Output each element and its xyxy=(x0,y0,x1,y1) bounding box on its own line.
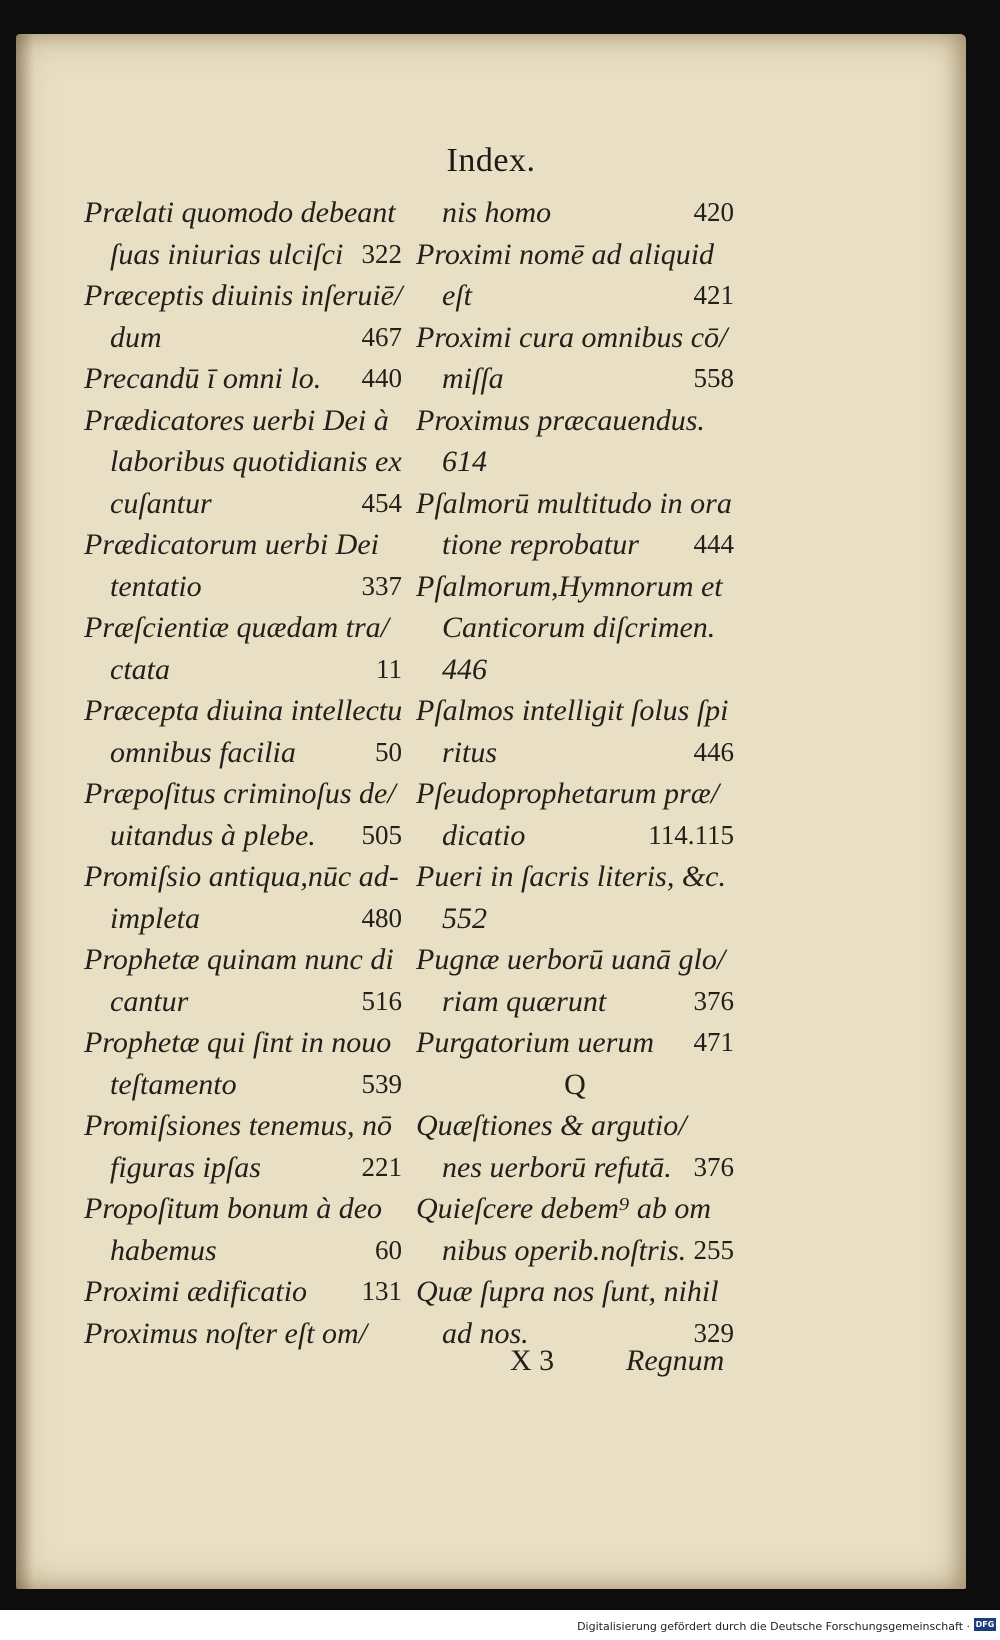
entry-text: Præceptis diuinis inſeruiē/ xyxy=(84,279,403,312)
index-entry-line xyxy=(416,939,734,981)
entry-text: Q xyxy=(564,1067,586,1101)
page-number: 376 xyxy=(693,1151,734,1182)
book-page xyxy=(16,34,966,1589)
index-entry-line xyxy=(416,607,734,649)
entry-text: 614 xyxy=(442,445,487,478)
page-number: 376 xyxy=(693,985,734,1016)
entry-text: Purgatorium uerum xyxy=(416,1026,655,1059)
index-entry-line xyxy=(84,1188,402,1230)
index-entry-line xyxy=(84,1105,402,1147)
index-entry-line xyxy=(84,607,402,649)
page-number: 221 xyxy=(361,1151,402,1182)
attribution-text: Digitalisierung gefördert durch die Deutsche Forschungsgemeinschaft · xyxy=(577,1620,970,1633)
page-number: 480 xyxy=(361,902,402,933)
entry-text: miſſa xyxy=(442,362,504,395)
index-entry-line xyxy=(416,732,734,774)
entry-text: Canticorum diſcrimen. xyxy=(442,611,716,644)
page-number: 255 xyxy=(693,1234,734,1265)
page-number: 446 xyxy=(693,736,734,767)
entry-text: Pſalmorū multitudo in ora xyxy=(416,486,732,520)
index-entry-line xyxy=(416,1147,734,1189)
index-entry-line xyxy=(84,898,402,940)
page-number: 421 xyxy=(693,280,734,310)
page-number: 471 xyxy=(693,1027,734,1057)
page-number: 467 xyxy=(361,321,402,352)
entry-text: 446 xyxy=(442,652,487,686)
entry-text: riam quærunt xyxy=(442,984,607,1018)
index-entry-line xyxy=(84,441,402,483)
index-entry-line xyxy=(416,1188,734,1230)
page-number: 11 xyxy=(376,653,402,684)
entry-text: Quæſtiones & argutio/ xyxy=(416,1109,687,1142)
page-number: 114.115 xyxy=(648,819,734,850)
index-entry-line xyxy=(84,939,402,981)
page-number: 516 xyxy=(361,985,402,1016)
entry-text: omnibus facilia xyxy=(110,735,296,769)
entry-text: Pueri in ſacris literis, &c. xyxy=(416,860,726,893)
entry-text: tentatio xyxy=(110,569,202,603)
index-entry-line xyxy=(84,732,402,774)
page-number: 558 xyxy=(693,363,734,393)
entry-text: Promiſsiones tenemus, nō xyxy=(84,1109,393,1142)
index-entry-line xyxy=(84,483,402,525)
index-entry-line xyxy=(84,856,402,898)
entry-text: nes uerborū refutā. xyxy=(442,1150,672,1184)
index-entry-line xyxy=(416,234,734,276)
entry-text: ſuas iniurias ulciſci xyxy=(110,237,344,271)
index-entry-line xyxy=(84,358,402,400)
entry-text: teſtamento xyxy=(110,1067,237,1101)
entry-text: eſt xyxy=(442,279,472,312)
index-entry-line xyxy=(416,400,734,442)
entry-text: nis homo xyxy=(442,196,552,229)
entry-text: ctata xyxy=(110,652,170,686)
page-header: Index. xyxy=(446,142,536,179)
page-number: 420 xyxy=(693,197,734,227)
entry-text: Pſalmos intelligit ſolus ſpi xyxy=(416,694,729,727)
index-entry-line xyxy=(416,358,734,400)
page-number: 505 xyxy=(361,819,402,850)
index-entry-line xyxy=(416,192,734,234)
entry-text: ritus xyxy=(442,735,498,769)
index-entry-line xyxy=(84,566,402,608)
index-entry-line xyxy=(416,1064,734,1106)
index-entry-line xyxy=(84,1147,402,1189)
index-entry-line xyxy=(416,441,734,483)
entry-text: dicatio xyxy=(442,818,526,852)
entry-text: Propoſitum bonum à deo xyxy=(84,1192,383,1225)
page-number: 444 xyxy=(693,529,734,559)
page-number: 454 xyxy=(361,487,402,518)
entry-text: Prophetæ quinam nunc di xyxy=(84,943,394,976)
catchword: Regnum xyxy=(626,1344,725,1377)
entry-text: cuſantur xyxy=(110,486,212,520)
index-entry-line xyxy=(84,275,402,317)
entry-text: Proximi cura omnibus cō/ xyxy=(416,320,728,354)
entry-text: Pſalmorum,Hymnorum et xyxy=(416,569,723,603)
index-entry-line xyxy=(416,649,734,691)
entry-text: laboribus quotidianis ex xyxy=(110,445,402,478)
left-index-column xyxy=(84,192,402,1354)
index-entry-line xyxy=(84,400,402,442)
index-entry-line xyxy=(416,524,734,566)
index-entry-line xyxy=(416,981,734,1023)
entry-text: Pſeudoprophetarum præ/ xyxy=(416,777,720,810)
entry-text: Præſcientiæ quædam tra/ xyxy=(84,611,390,644)
index-entry-line xyxy=(416,566,734,608)
index-entry-line xyxy=(84,192,402,234)
entry-text: cantur xyxy=(110,984,189,1018)
index-entry-line xyxy=(84,1022,402,1064)
entry-text: dum xyxy=(110,320,162,354)
index-entry-line xyxy=(84,773,402,815)
page-number: 322 xyxy=(361,238,402,269)
page-number: 337 xyxy=(361,570,402,601)
index-entry-line xyxy=(416,275,734,317)
index-entry-line xyxy=(416,815,734,857)
page-number: 440 xyxy=(361,363,402,393)
attribution-bar xyxy=(0,1610,1000,1640)
entry-text: Prædicatores uerbi Dei à xyxy=(84,403,389,437)
page-number: 539 xyxy=(361,1068,402,1099)
entry-text: nibus operib.noſtris. xyxy=(442,1233,687,1267)
entry-text: Præpoſitus criminoſus de/ xyxy=(84,777,396,810)
entry-text: Quieſcere debem⁹ ab om xyxy=(416,1192,712,1225)
index-entry-line xyxy=(416,773,734,815)
index-entry-line xyxy=(416,856,734,898)
entry-text: Proximi ædificatio xyxy=(84,1275,308,1308)
entry-text: Precandū ī omni lo. xyxy=(84,362,322,395)
entry-text: tione reprobatur xyxy=(442,528,639,561)
entry-text: Proximi nomē ad aliquid xyxy=(416,237,715,271)
page-footer xyxy=(16,1344,966,1388)
signature-mark: X 3 xyxy=(510,1344,555,1377)
index-entry-line xyxy=(416,1230,734,1272)
entry-text: 552 xyxy=(442,901,487,935)
entry-text: uitandus à plebe. xyxy=(110,818,316,852)
index-entry-line xyxy=(416,1105,734,1147)
index-entry-line xyxy=(416,1271,734,1313)
index-entry-line xyxy=(416,898,734,940)
page-number: 60 xyxy=(375,1234,402,1265)
index-entry-line xyxy=(84,649,402,691)
entry-text: Pugnæ uerborū uanā glo/ xyxy=(416,943,726,976)
index-entry-line xyxy=(416,690,734,732)
index-entry-line xyxy=(84,234,402,276)
index-entry-line xyxy=(84,1230,402,1272)
index-entry-line xyxy=(84,981,402,1023)
page-number: 50 xyxy=(375,736,402,767)
index-entry-line xyxy=(84,317,402,359)
entry-text: Prælati quomodo debeant xyxy=(84,196,396,229)
entry-text: Promiſsio antiqua,nūc ad- xyxy=(84,860,399,893)
index-entry-line xyxy=(416,317,734,359)
index-entry-line xyxy=(84,815,402,857)
page-number: 131 xyxy=(361,1276,402,1306)
index-entry-line xyxy=(84,690,402,732)
right-index-column xyxy=(416,192,734,1354)
index-entry-line xyxy=(416,483,734,525)
entry-text: ad nos. xyxy=(442,1316,529,1350)
entry-text: Prophetæ qui ſint in nouo xyxy=(84,1026,392,1059)
entry-text: Proximus præcauendus. xyxy=(416,403,705,437)
entry-text: impleta xyxy=(110,901,200,935)
entry-text: Prædicatorum uerbi Dei xyxy=(84,528,379,561)
entry-text: Præcepta diuina intellectu xyxy=(84,694,403,727)
entry-text: Proximus noſter eſt om/ xyxy=(84,1316,368,1350)
entry-text: Quæ ſupra nos ſunt, nihil xyxy=(416,1275,719,1308)
index-entry-line xyxy=(84,1064,402,1106)
index-entry-line xyxy=(84,524,402,566)
index-entry-line xyxy=(84,1271,402,1313)
entry-text: habemus xyxy=(110,1233,217,1267)
entry-text: figuras ipſas xyxy=(110,1150,261,1184)
page-number: 329 xyxy=(693,1317,734,1348)
index-entry-line xyxy=(416,1022,734,1064)
dfg-logo: DFG xyxy=(975,1620,995,1629)
